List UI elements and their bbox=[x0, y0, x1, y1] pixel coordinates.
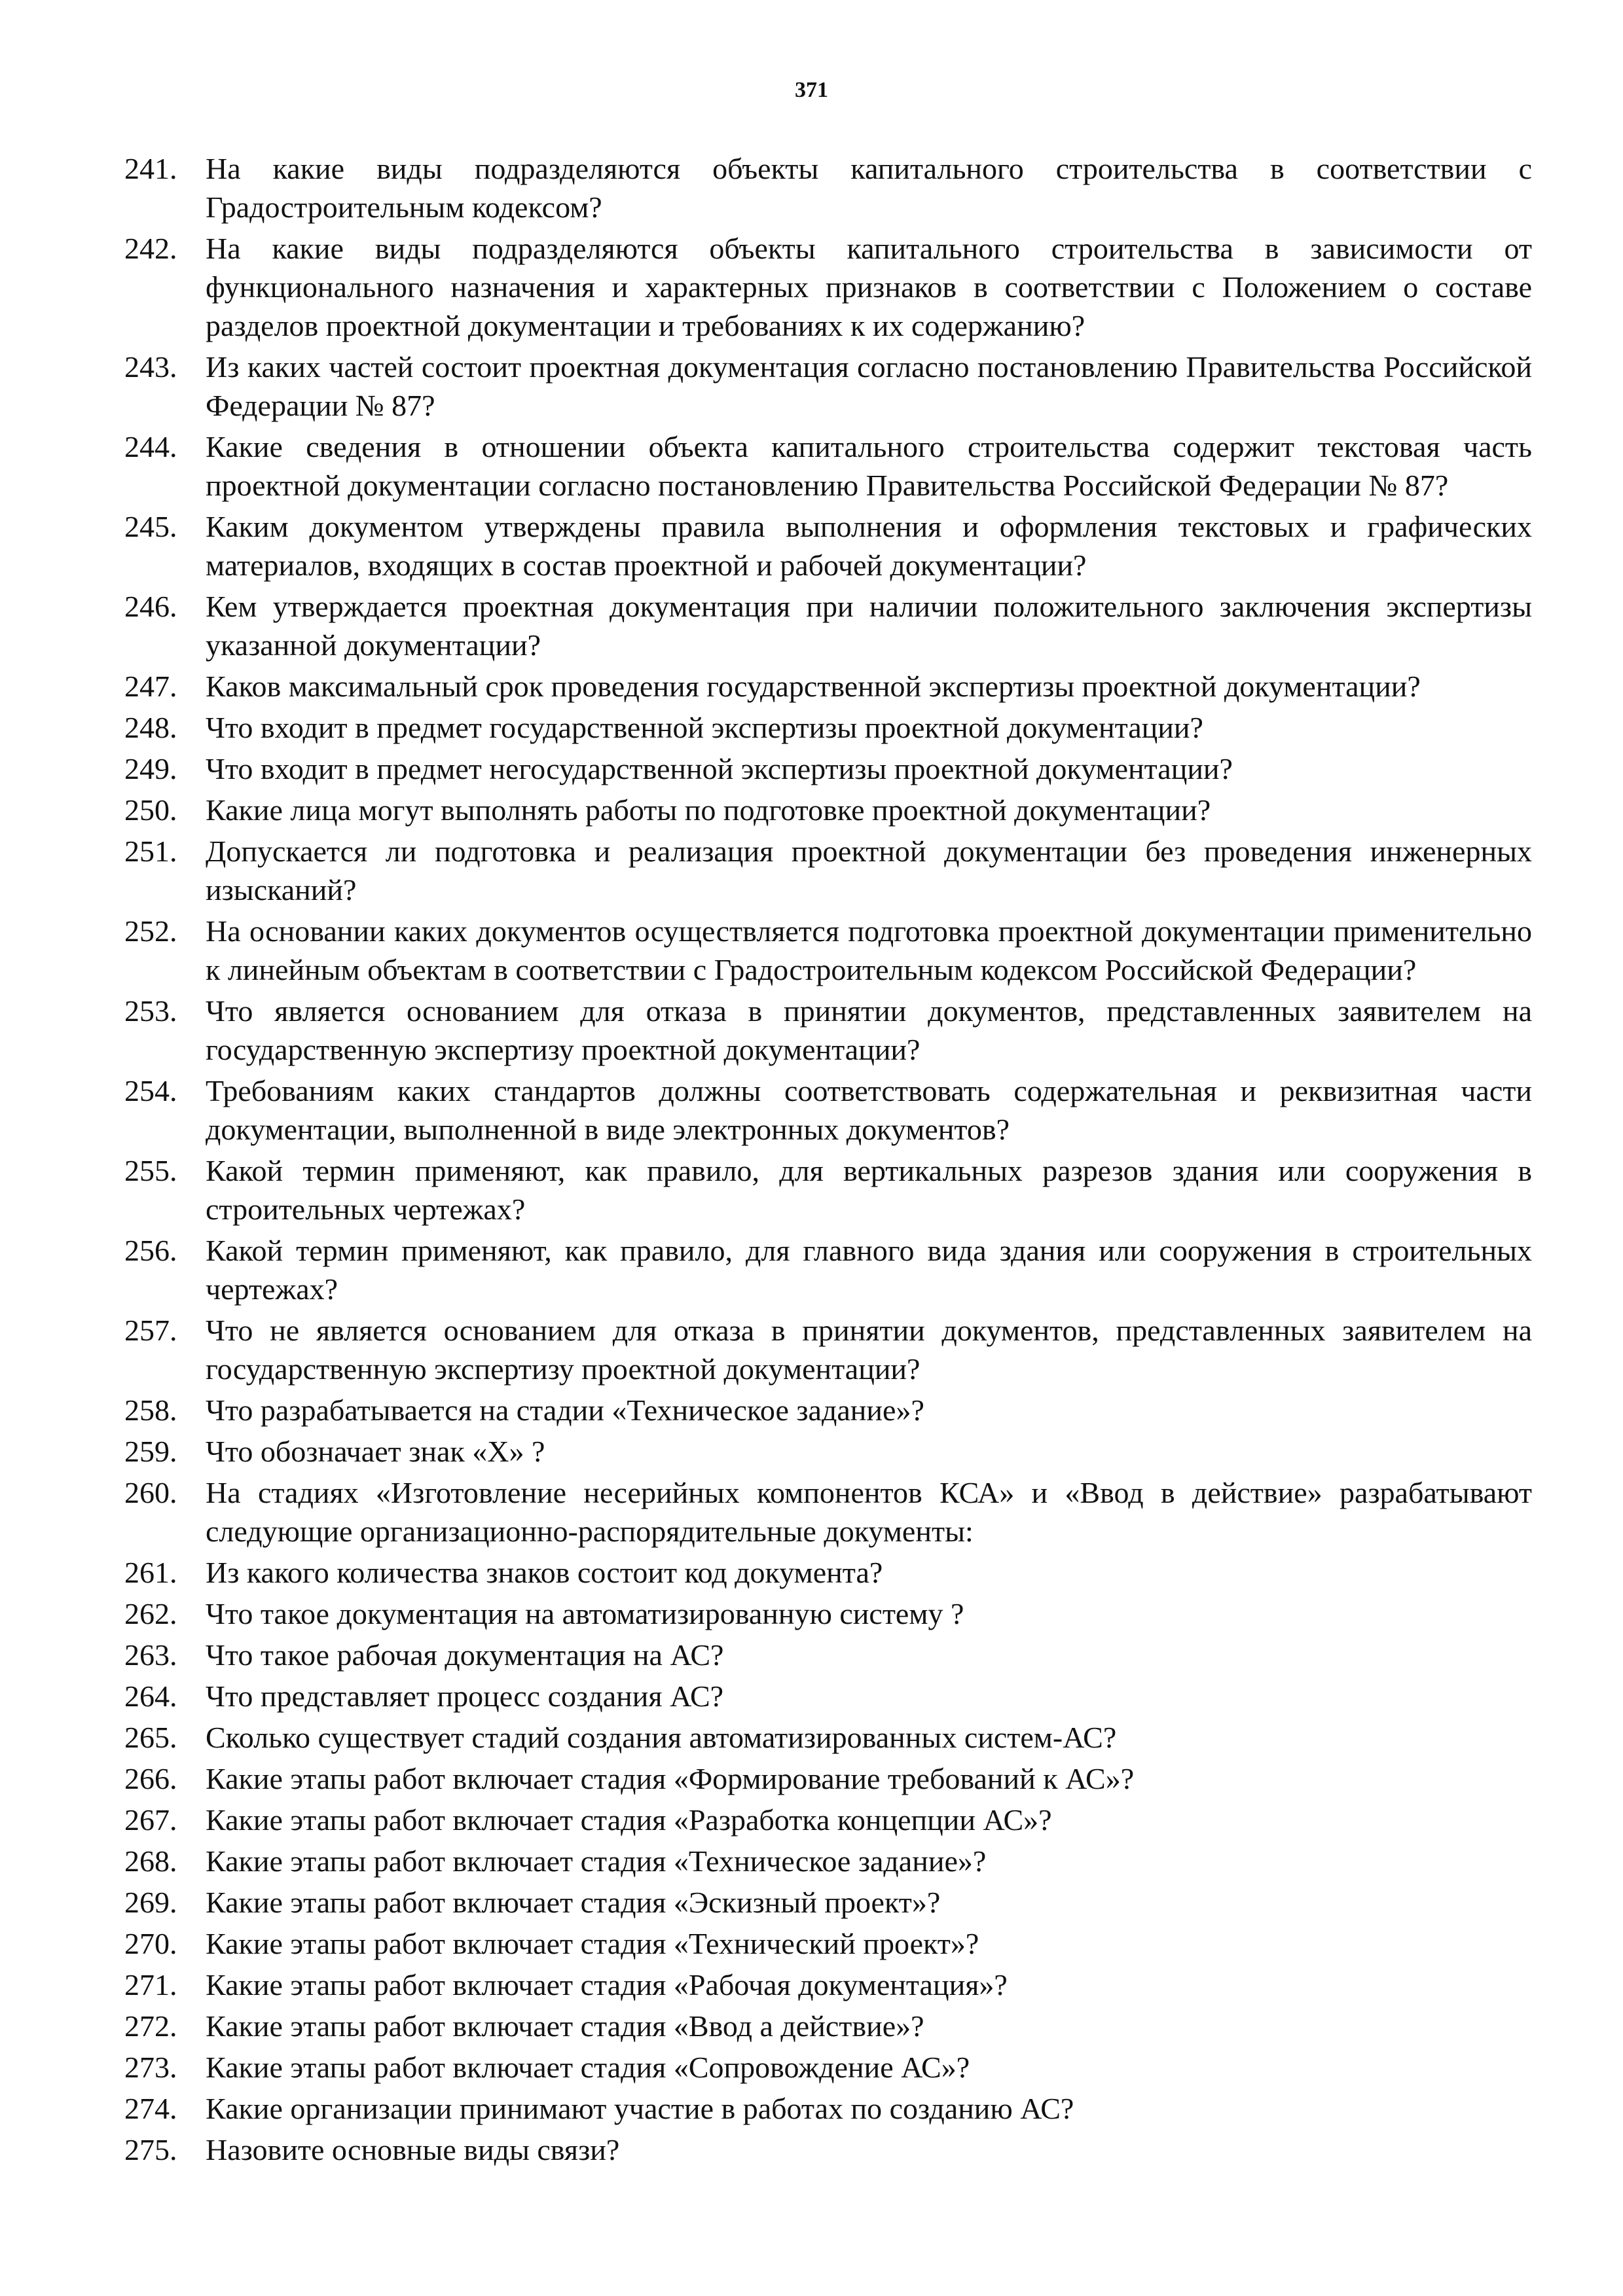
question-text: Какие этапы работ включает стадия «Формирование требований к АС»? bbox=[206, 1762, 1135, 1795]
question-number: 261. bbox=[124, 1556, 177, 1589]
question-number: 252. bbox=[124, 914, 177, 948]
question-number: 246. bbox=[124, 590, 177, 623]
question-item bbox=[124, 1151, 1532, 1229]
question-item bbox=[124, 1718, 1532, 1757]
question-item bbox=[124, 149, 1532, 226]
question-text: Назовите основные виды связи? bbox=[206, 2133, 620, 2166]
question-number: 266. bbox=[124, 1762, 177, 1795]
question-text: Из какого количества знаков состоит код документа? bbox=[206, 1556, 883, 1589]
question-item bbox=[124, 348, 1532, 425]
question-text: Что не является основанием для отказа в принятии документов, представленных заявителем на государственную экспертизу проектной документации? bbox=[206, 1314, 1532, 1386]
question-text: Какой термин применяют, как правило, для главного вида здания или сооружения в строительных чертежах? bbox=[206, 1234, 1532, 1306]
question-item bbox=[124, 2089, 1532, 2128]
question-item bbox=[124, 1071, 1532, 1149]
question-item bbox=[124, 1883, 1532, 1922]
question-item bbox=[124, 1231, 1532, 1308]
question-text: Что разрабатывается на стадии «Техническое задание»? bbox=[206, 1393, 924, 1427]
question-text: На какие виды подразделяются объекты капитального строительства в соответствии с Градостроительным кодексом? bbox=[206, 152, 1532, 224]
question-text: Требованиям каких стандартов должны соответствовать содержательная и реквизитная части документации, выполненной в виде электронных документов? bbox=[206, 1074, 1532, 1146]
question-item bbox=[124, 1391, 1532, 1429]
question-number: 258. bbox=[124, 1393, 177, 1427]
question-item bbox=[124, 708, 1532, 747]
question-text: Какие лица могут выполнять работы по подготовке проектной документации? bbox=[206, 793, 1211, 827]
question-number: 251. bbox=[124, 834, 177, 868]
question-number: 256. bbox=[124, 1234, 177, 1267]
question-item bbox=[124, 832, 1532, 909]
question-number: 244. bbox=[124, 430, 177, 463]
question-item bbox=[124, 749, 1532, 788]
question-number: 268. bbox=[124, 1844, 177, 1878]
question-number: 254. bbox=[124, 1074, 177, 1107]
question-text: Каким документом утверждены правила выполнения и оформления текстовых и графических материалов, входящих в состав проектной и рабочей документации? bbox=[206, 510, 1532, 582]
question-item bbox=[124, 1759, 1532, 1798]
question-item bbox=[124, 2130, 1532, 2169]
question-item bbox=[124, 1636, 1532, 1674]
question-item bbox=[124, 1842, 1532, 1880]
question-number: 271. bbox=[124, 1968, 177, 2001]
question-number: 274. bbox=[124, 2092, 177, 2125]
question-number: 270. bbox=[124, 1927, 177, 1960]
question-text: Какие этапы работ включает стадия «Сопровождение АС»? bbox=[206, 2051, 970, 2084]
question-number: 263. bbox=[124, 1638, 177, 1672]
question-number: 262. bbox=[124, 1597, 177, 1630]
question-number: 247. bbox=[124, 670, 177, 703]
question-number: 255. bbox=[124, 1154, 177, 1187]
question-item bbox=[124, 1473, 1532, 1551]
question-number: 275. bbox=[124, 2133, 177, 2166]
question-number: 245. bbox=[124, 510, 177, 543]
question-number: 259. bbox=[124, 1435, 177, 1468]
question-number: 260. bbox=[124, 1476, 177, 1509]
question-number: 265. bbox=[124, 1721, 177, 1754]
question-text: Какие этапы работ включает стадия «Технический проект»? bbox=[206, 1927, 979, 1960]
question-text: Какие этапы работ включает стадия «Эскизный проект»? bbox=[206, 1886, 941, 1919]
question-item bbox=[124, 1311, 1532, 1388]
question-number: 250. bbox=[124, 793, 177, 827]
question-item bbox=[124, 1553, 1532, 1592]
question-number: 269. bbox=[124, 1886, 177, 1919]
question-item bbox=[124, 427, 1532, 505]
question-text: Сколько существует стадий создания автоматизированных систем-АС? bbox=[206, 1721, 1117, 1754]
question-number: 249. bbox=[124, 752, 177, 785]
question-item bbox=[124, 507, 1532, 584]
question-text: Какие этапы работ включает стадия «Рабочая документация»? bbox=[206, 1968, 1008, 2001]
question-item bbox=[124, 2007, 1532, 2045]
question-item bbox=[124, 791, 1532, 829]
question-text: Допускается ли подготовка и реализация проектной документации без проведения инженерных изысканий? bbox=[206, 834, 1532, 906]
question-number: 273. bbox=[124, 2051, 177, 2084]
question-text: Какие этапы работ включает стадия «Ввод а действие»? bbox=[206, 2009, 924, 2043]
question-list bbox=[124, 149, 1532, 2172]
question-text: Кем утверждается проектная документация при наличии положительного заключения экспертизы указанной документации? bbox=[206, 590, 1532, 662]
question-item bbox=[124, 1432, 1532, 1471]
question-item bbox=[124, 667, 1532, 706]
question-item bbox=[124, 1965, 1532, 2004]
question-number: 272. bbox=[124, 2009, 177, 2043]
question-text: Какие организации принимают участие в работах по созданию АС? bbox=[206, 2092, 1074, 2125]
question-text: Что входит в предмет негосударственной экспертизы проектной документации? bbox=[206, 752, 1233, 785]
question-number: 248. bbox=[124, 711, 177, 744]
question-item bbox=[124, 912, 1532, 989]
question-text: Что является основанием для отказа в принятии документов, представленных заявителем на государственную экспертизу проектной документации? bbox=[206, 994, 1532, 1066]
question-text: Что обозначает знак «Х» ? bbox=[206, 1435, 545, 1468]
question-number: 253. bbox=[124, 994, 177, 1028]
question-text: На какие виды подразделяются объекты капитального строительства в зависимости от функционального назначения и характерных признаков в соответствии с Положением о составе разделов проектной документации и требованиях к их содержанию? bbox=[206, 232, 1532, 342]
question-number: 242. bbox=[124, 232, 177, 265]
question-item bbox=[124, 1801, 1532, 1839]
question-item bbox=[124, 587, 1532, 664]
question-text: Что такое рабочая документация на АС? bbox=[206, 1638, 724, 1672]
question-number: 243. bbox=[124, 350, 177, 384]
question-text: На стадиях «Изготовление несерийных компонентов КСА» и «Ввод в действие» разрабатывают следующие организационно-распорядительные документы: bbox=[206, 1476, 1532, 1548]
question-item bbox=[124, 229, 1532, 345]
question-number: 257. bbox=[124, 1314, 177, 1347]
question-item bbox=[124, 2048, 1532, 2087]
question-number: 267. bbox=[124, 1803, 177, 1837]
question-number: 264. bbox=[124, 1679, 177, 1713]
question-item bbox=[124, 1677, 1532, 1715]
question-text: Какие сведения в отношении объекта капитального строительства содержит текстовая часть проектной документации согласно постановлению Правительства Российской Федерации № 87? bbox=[206, 430, 1532, 502]
question-text: Что такое документация на автоматизированную систему ? bbox=[206, 1597, 964, 1630]
question-item bbox=[124, 1594, 1532, 1633]
question-text: Каков максимальный срок проведения государственной экспертизы проектной документации? bbox=[206, 670, 1421, 703]
page-number: 371 bbox=[795, 78, 828, 102]
question-text: Какие этапы работ включает стадия «Разработка концепции АС»? bbox=[206, 1803, 1052, 1837]
question-number: 241. bbox=[124, 152, 177, 185]
question-text: Из каких частей состоит проектная документация согласно постановлению Правительства Российской Федерации № 87? bbox=[206, 350, 1532, 422]
question-text: Какой термин применяют, как правило, для вертикальных разрезов здания или сооружения в строительных чертежах? bbox=[206, 1154, 1532, 1226]
question-item bbox=[124, 1924, 1532, 1963]
question-text: На основании каких документов осуществляется подготовка проектной документации применительно к линейным объектам в соответствии с Градостроительным кодексом Российской Федерации? bbox=[206, 914, 1532, 986]
question-text: Что представляет процесс создания АС? bbox=[206, 1679, 724, 1713]
question-text: Какие этапы работ включает стадия «Техническое задание»? bbox=[206, 1844, 987, 1878]
question-item bbox=[124, 992, 1532, 1069]
question-text: Что входит в предмет государственной экспертизы проектной документации? bbox=[206, 711, 1203, 744]
